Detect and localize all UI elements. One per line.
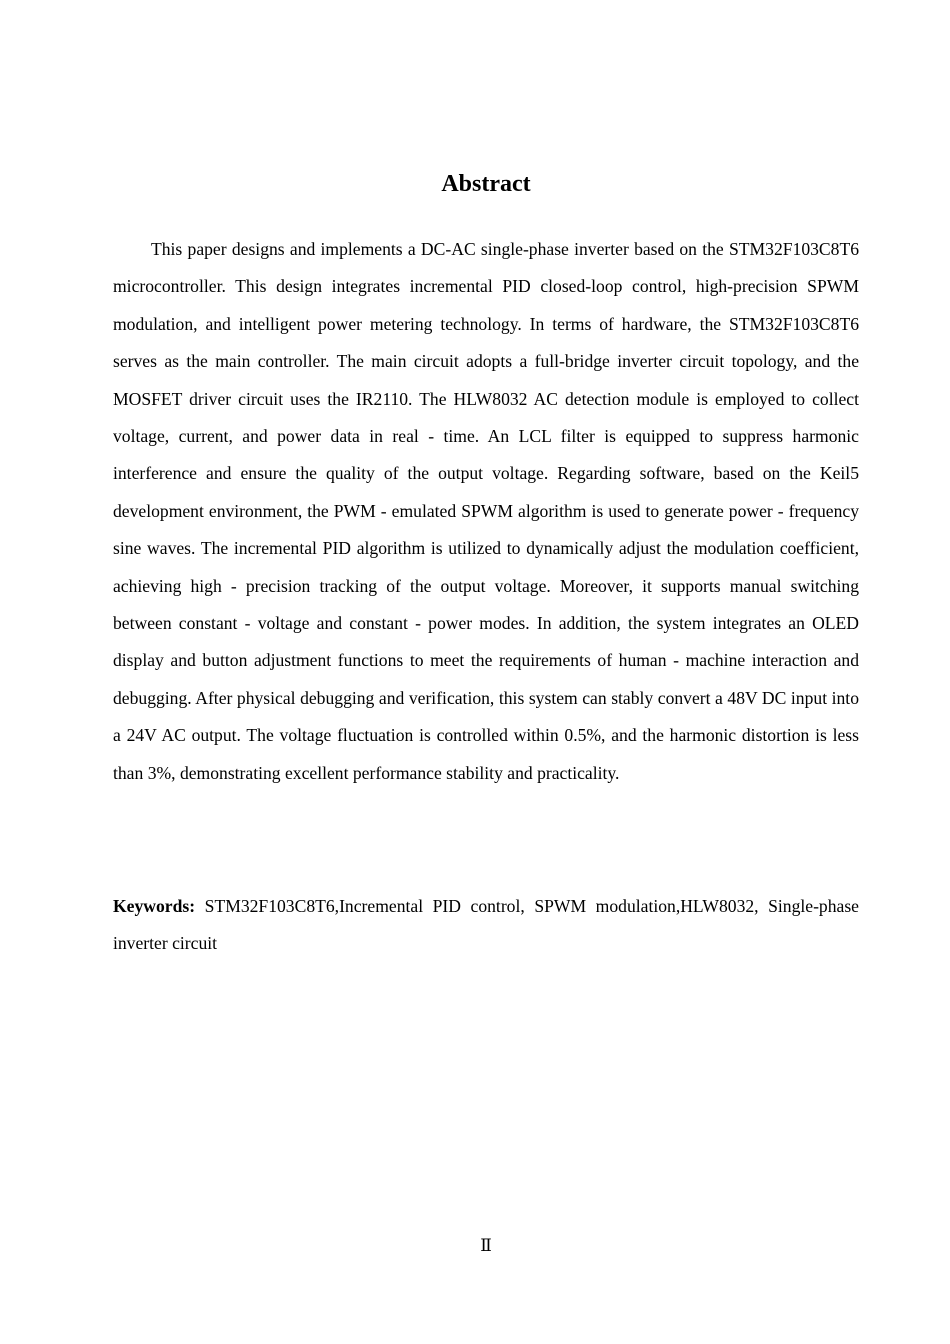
abstract-body: This paper designs and implements a DC-AC single-phase inverter based on the STM32F103C8T6 microcontroller. This design integrates incremental PID closed-loop control, high-precision SPWM modulation, and intelligent power metering technology. In terms of hardware, the STM32F103C8T6 serves as the main controller. The main circuit adopts a full-bridge inverter circuit topology, and the MOSFET driver circuit uses the IR2110. The HLW8032 AC detection module is employed to collect voltage, current, and power data in real - time. An LCL filter is equipped to suppress harmonic interference and ensure the quality of the output voltage. Regarding software, based on the Keil5 development environment, the PWM - emulated SPWM algorithm is used to generate power - frequency sine waves. The incremental PID algorithm is utilized to dynamically adjust the modulation coefficient, achieving high - precision tracking of the output voltage. Moreover, it supports manual switching between constant - voltage and constant - power modes. In addition, the system integrates an OLED display and button adjustment functions to meet the requirements of human - machine interaction and debugging. After physical debugging and verification, this system can stably convert a 48V DC input into a 24V AC output. The voltage fluctuation is controlled within 0.5%, and the harmonic distortion is less than 3%, demonstrating excellent performance stability and practicality. — [113, 239, 859, 783]
page-number: Ⅱ — [480, 1236, 492, 1255]
keywords-label: Keywords: — [113, 896, 196, 916]
abstract-title: Abstract — [441, 171, 531, 197]
keywords-text: STM32F103C8T6,Incremental PID control, SPWM modulation,HLW8032, Single-phase inverter circuit — [113, 896, 859, 954]
keywords-paragraph — [113, 888, 859, 963]
